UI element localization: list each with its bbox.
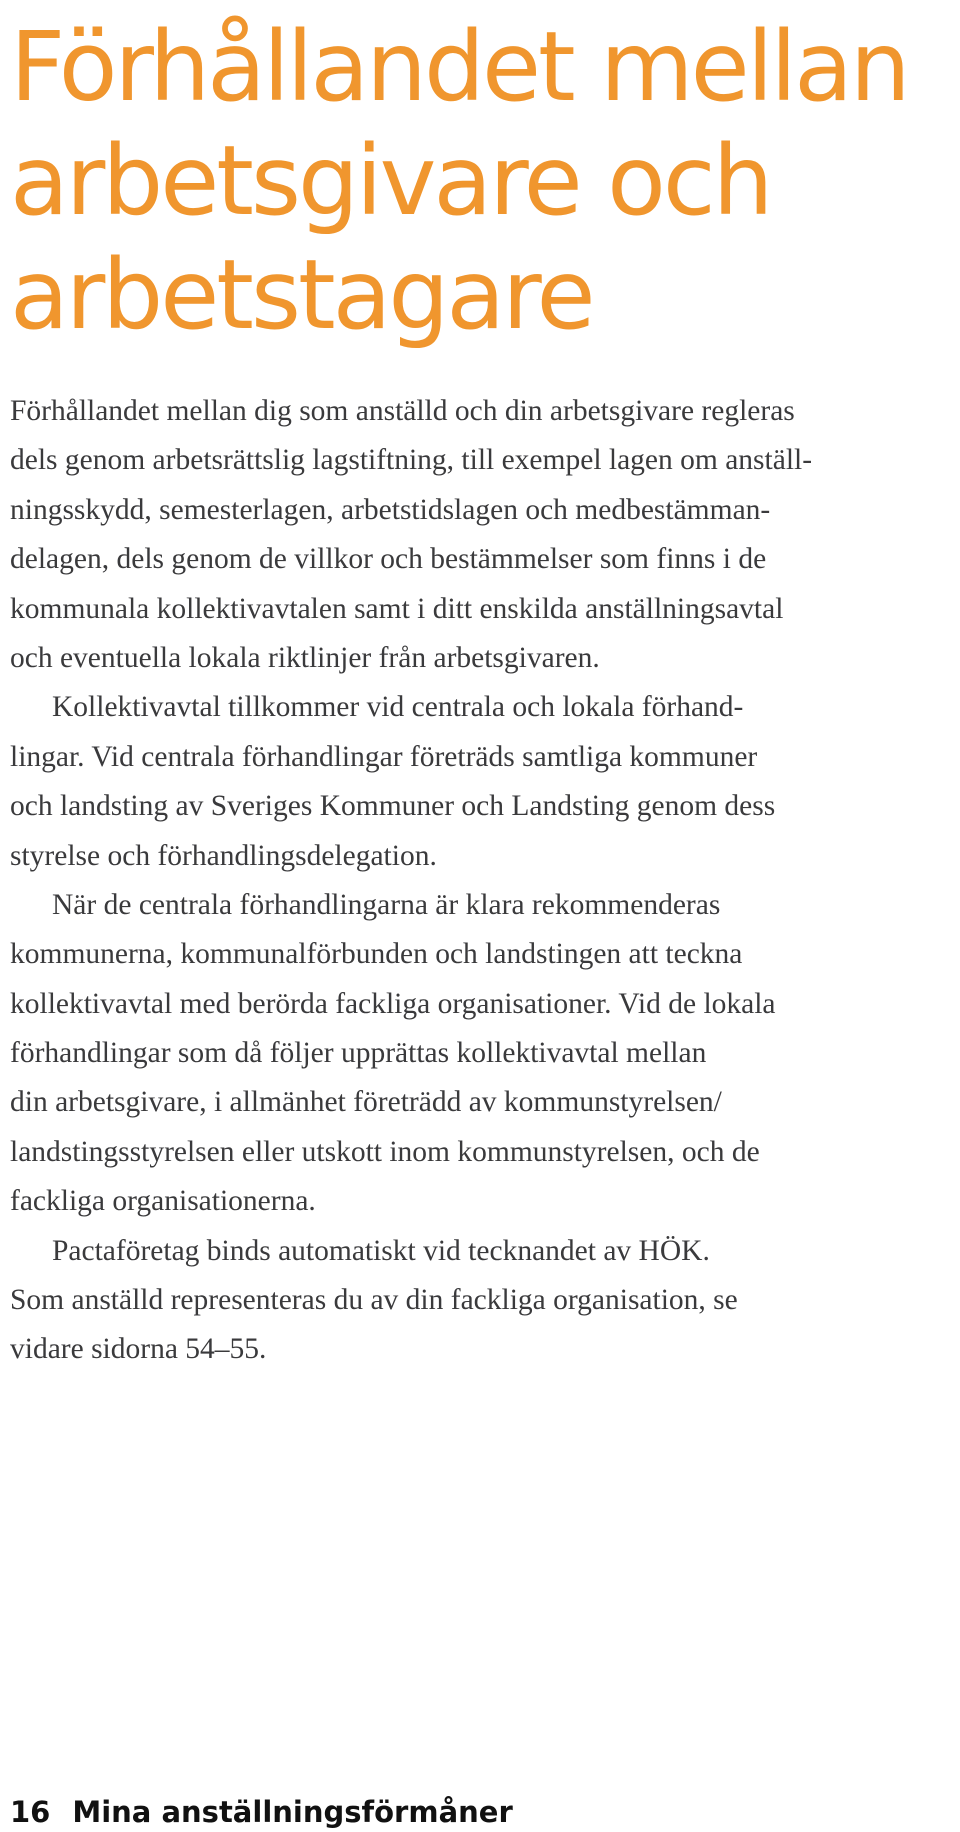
page-footer	[10, 1792, 513, 1832]
title-line: Förhållandet mellan	[10, 11, 908, 123]
paragraph-2-line: och landsting av Sveriges Kommuner och Landsting genom dess	[10, 790, 776, 823]
paragraph-4-line: Pactaföretag binds automatiskt vid tecknandet av HÖK.	[52, 1234, 710, 1267]
paragraph-2-line: styrelse och förhandlingsdelegation.	[10, 839, 437, 872]
paragraph-1-line: delagen, dels genom de villkor och bestämmelser som finns i de	[10, 543, 767, 576]
paragraph-3-line: landstingsstyrelsen eller utskott inom kommunstyrelsen, och de	[10, 1135, 760, 1168]
paragraph-3-line: förhandlingar som då följer upprättas kollektivavtal mellan	[10, 1037, 707, 1070]
page-number: 16	[10, 1795, 51, 1829]
paragraph-3-line: kommunerna, kommunalförbunden och landstingen att teckna	[10, 938, 743, 971]
paragraph-2-line: lingar. Vid centrala förhandlingar företräds samtliga kommuner	[10, 740, 758, 773]
paragraph-3-line: kollektivavtal med berörda fackliga organisationer. Vid de lokala	[10, 987, 776, 1020]
title-line: arbetsgivare och	[10, 125, 771, 237]
paragraph-3-line: din arbetsgivare, i allmänhet företrädd av kommunstyrelsen/	[10, 1086, 722, 1119]
paragraph-1-line: Förhållandet mellan dig som anställd och din arbetsgivare regleras	[10, 395, 795, 427]
page-title	[10, 10, 940, 352]
title-line: arbetstagare	[10, 239, 593, 351]
paragraph-3-line: fackliga organisationerna.	[10, 1185, 316, 1218]
paragraph-1-line: kommunala kollektivavtalen samt i ditt enskilda anställningsavtal	[10, 592, 784, 625]
paragraph-2-line: Kollektivavtal tillkommer vid centrala och lokala förhand-	[52, 691, 744, 724]
section-title: Mina anställningsförmåner	[72, 1795, 513, 1829]
paragraph-1-line: och eventuella lokala riktlinjer från arbetsgivaren.	[10, 641, 600, 674]
paragraph-4-line: vidare sidorna 54–55.	[10, 1333, 267, 1366]
paragraph-3-line: När de centrala förhandlingarna är klara rekommenderas	[52, 888, 721, 921]
body-text	[10, 387, 940, 1375]
paragraph-1-line: dels genom arbetsrättslig lagstiftning, till exempel lagen om anställ-	[10, 444, 813, 477]
paragraph-4-line: Som anställd representeras du av din fackliga organisation, se	[10, 1284, 738, 1317]
paragraph-1-line: ningsskydd, semesterlagen, arbetstidslagen och medbestämman-	[10, 493, 771, 526]
